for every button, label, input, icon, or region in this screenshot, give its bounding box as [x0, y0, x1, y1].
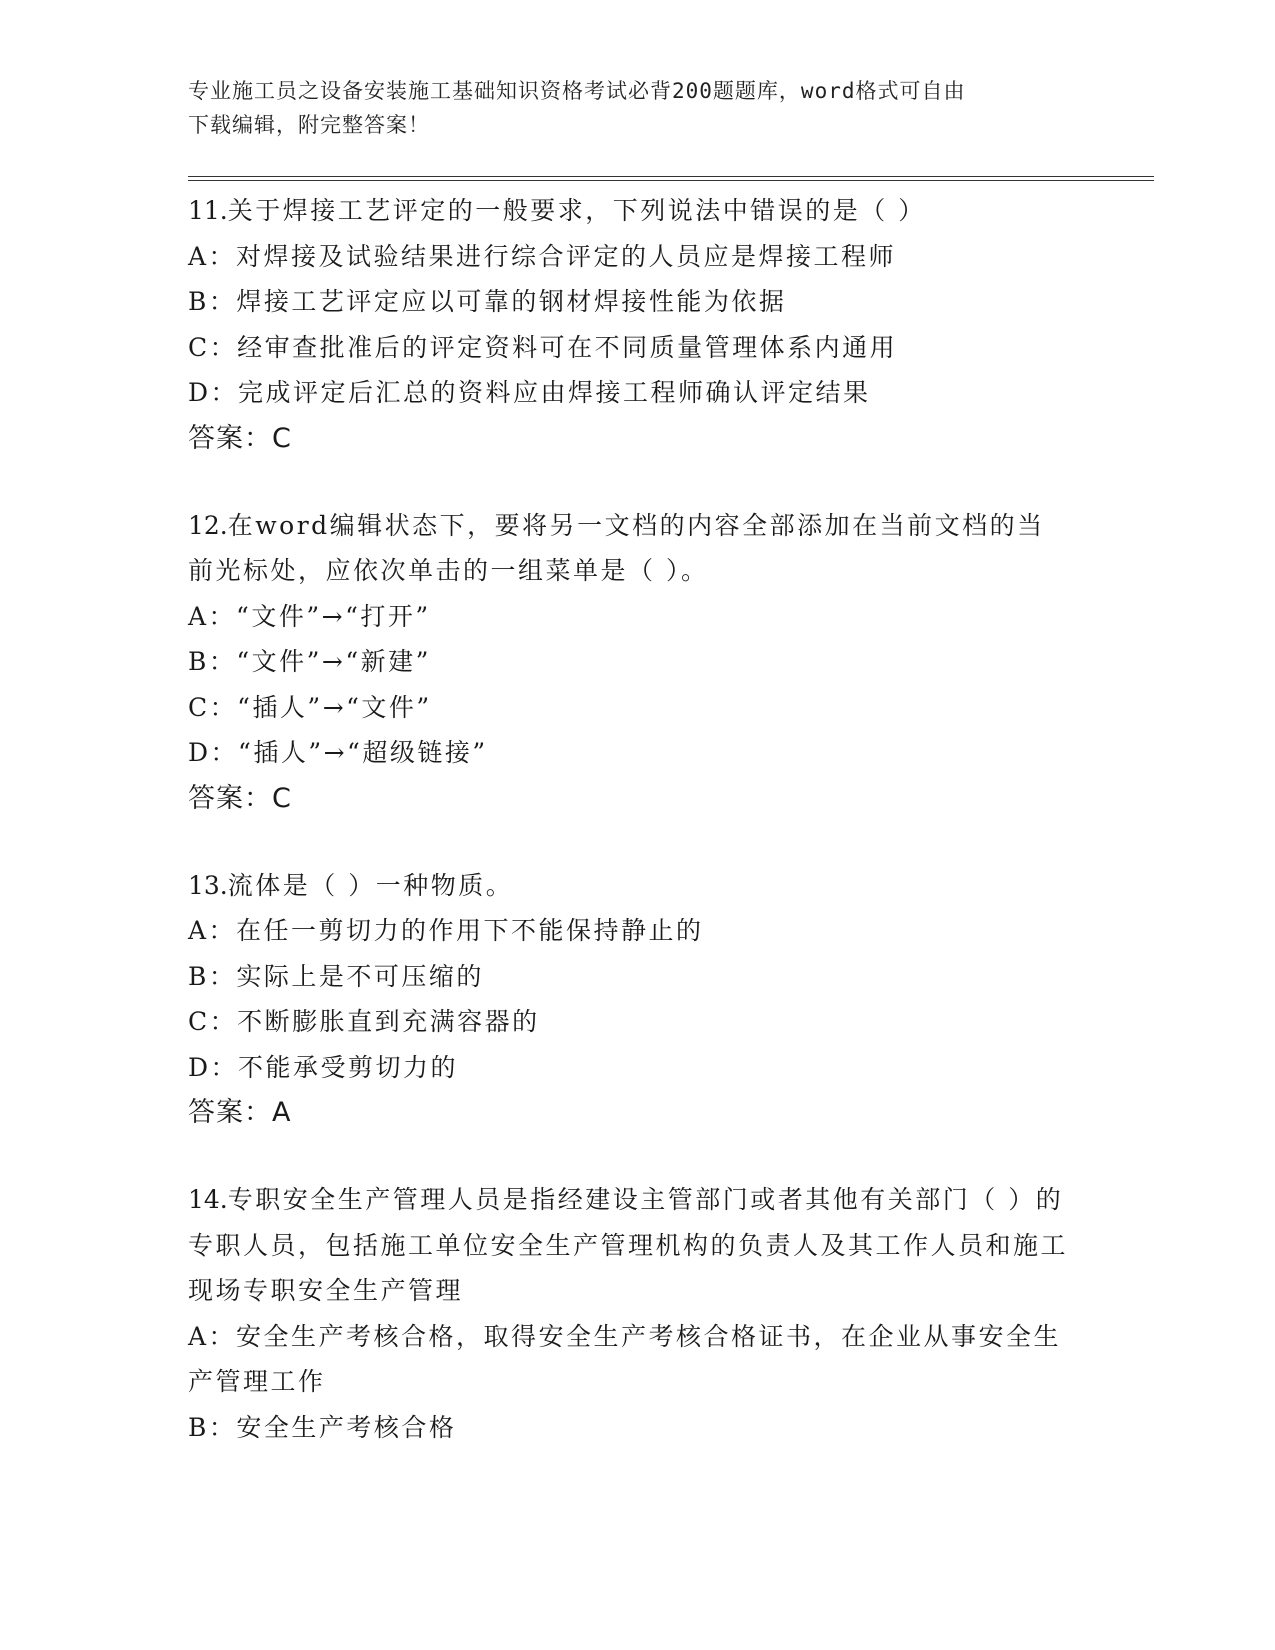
- question-number: 13.: [188, 870, 228, 900]
- answer-line: 答案：C: [188, 782, 292, 814]
- option-b: B：安全生产考核合格: [188, 1412, 457, 1442]
- question-text: 专职安全生产管理人员是指经建设主管部门或者其他有关部门（ ）的专职人员，包括施工单位安全生产管理机构的负责人及其工作人员和施工现场专职安全生产管理: [188, 1185, 1069, 1305]
- question-text: 在word编辑状态下，要将另一文档的内容全部添加在当前文档的当前光标处，应依次单击的一组菜单是（ ）。: [188, 510, 1045, 585]
- document-header: [188, 74, 1088, 142]
- header-title-line-1: 专业施工员之设备安装施工基础知识资格考试必背200题题库，word格式可自由: [188, 79, 966, 103]
- question-stem: [188, 503, 1068, 594]
- option-c: C：不断膨胀直到充满容器的: [188, 1007, 540, 1036]
- question-text: 关于焊接工艺评定的一般要求，下列说法中错误的是（ ）: [227, 196, 926, 225]
- option-a: A：“文件”→“打开”: [188, 601, 431, 631]
- option-b: B：实际上是不可压缩的: [188, 961, 484, 991]
- question-12: [188, 503, 1068, 821]
- header-divider-top: [188, 176, 1154, 177]
- question-stem: [188, 1177, 1068, 1314]
- option-a: A：对焊接及试验结果进行综合评定的人员应是焊接工程师: [188, 241, 897, 271]
- option-b: B：“文件”→“新建”: [188, 647, 431, 676]
- answer-line: 答案：A: [188, 1097, 292, 1128]
- answer-line: 答案：C: [188, 422, 292, 454]
- question-number: 14.: [188, 1185, 228, 1214]
- option-d: D：“插人”→“超级链接”: [188, 738, 488, 767]
- question-number: 11.: [188, 196, 228, 225]
- question-number: 12.: [188, 510, 228, 540]
- option-d: D：完成评定后汇总的资料应由焊接工程师确认评定结果: [188, 378, 871, 407]
- question-14: [188, 1177, 1068, 1450]
- option-b: B：焊接工艺评定应以可靠的钢材焊接性能为依据: [188, 287, 787, 316]
- question-13: [188, 863, 1068, 1136]
- question-list: [188, 188, 1068, 1492]
- option-c: C：经审查批准后的评定资料可在不同质量管理体系内通用: [188, 332, 898, 362]
- header-title-line-2: 下载编辑，附完整答案！: [188, 113, 430, 137]
- question-stem: [188, 863, 1068, 909]
- option-a: A：在任一剪切力的作用下不能保持静止的: [188, 916, 704, 945]
- question-stem: [188, 188, 1068, 234]
- option-d: D：不能承受剪切力的: [188, 1052, 459, 1082]
- question-11: [188, 188, 1068, 461]
- option-c: C：“插人”→“文件”: [188, 692, 432, 722]
- header-divider-bottom: [188, 180, 1154, 181]
- option-a: A：安全生产考核合格，取得安全生产考核合格证书，在企业从事安全生产管理工作: [188, 1321, 1062, 1396]
- question-text: 流体是（ ）一种物质。: [227, 870, 514, 900]
